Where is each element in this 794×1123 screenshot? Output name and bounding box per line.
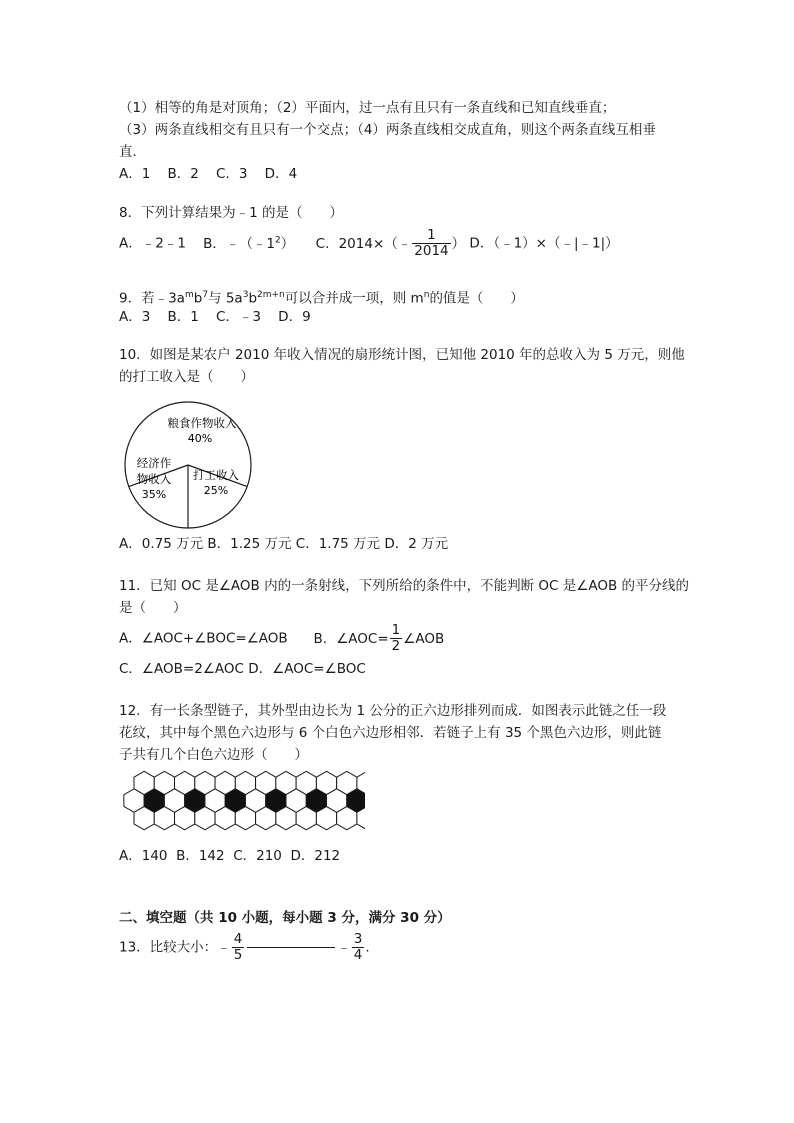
q10-line2: 的打工收入是（ ） (119, 369, 254, 385)
q8-option-b: B．$﹣(﹣1^2)$ (203, 235, 295, 252)
q13-line: 13．比较大小：﹣ $\frac{4}{5}$ ﹣ $\frac{3}{4}$ . (119, 931, 370, 963)
q12-line2: 花纹，其中每个黑色六边形与 6 个白色六边形相邻．若链子上有 35 个黑色六边形，则此链 (119, 725, 662, 741)
q12-line1: 12．有一长条型链子，其外型由边长为 1 公分的正六边形排列而成．如图表示此链之任一段 (119, 703, 667, 719)
q8-options (119, 228, 619, 259)
q7-line3: 直． (119, 144, 146, 160)
q11-fraction: $\frac{1}{2}$ (391, 622, 401, 654)
q7-options: A．1 B．2 C．3 D．4 (119, 166, 298, 182)
pie-percent-grain: 40% (187, 432, 213, 445)
q9-stem: 9．若$﹣3a^mb^7$与 $5a^3b^{2m+n}$可以合并成一项，则 $m^n$的值是（ ） (119, 290, 524, 307)
q8-stem: 8．下列计算结果为﹣1 的是（ ） (119, 205, 343, 221)
q11-line2: 是（ ） (119, 600, 187, 616)
q10-options: A．0.75 万元 B．1.25 万元 C．1.75 万元 D．2 万元 (119, 536, 449, 552)
q12-line3: 子共有几个白色六边形（ ） (119, 747, 308, 763)
pie-label-work: 打工收入 (193, 468, 239, 482)
q13-answer-blank[interactable] (247, 947, 335, 948)
q8-option-d: D．（﹣1）×（﹣|﹣1|） (469, 235, 619, 252)
pie-label-economic-2: 物收入 (136, 472, 172, 486)
q12-options: A．140 B．142 C．210 D．212 (119, 848, 341, 864)
q11-line4: C．∠AOB=2∠AOC D．∠AOC=∠BOC (119, 661, 366, 677)
q7-line2: （3）两条直线相交有且只有一个交点；（4）两条直线相交成直角，则这个两条直线互相垂 (119, 122, 656, 138)
q8-option-c: C．2014×（﹣ $\frac{1}{2014}$ ） (315, 227, 466, 259)
q13-fraction-2: $\frac{3}{4}$ (353, 931, 363, 963)
q8-fraction: $\frac{1}{2014}$ (414, 227, 449, 259)
q13-fraction-1: $\frac{4}{5}$ (233, 931, 243, 963)
hexagon-chain-figure (120, 770, 365, 836)
section2-title: 二、填空题（共 10 小题，每小题 3 分，满分 30 分） (119, 910, 451, 926)
pie-percent-work: 25% (203, 484, 229, 497)
q9-options: A．3 B．1 C．﹣3 D．9 (119, 309, 311, 325)
pie-chart (118, 400, 258, 530)
q11-option-a: A．∠AOC+∠BOC=∠AOB (119, 630, 288, 647)
q10-line1: 10．如图是某农户 2010 年收入情况的扇形统计图，已知他 2010 年的总收入为 5 万元，则他 (119, 347, 685, 363)
q11-line3 (119, 623, 444, 654)
pie-label-grain: 粮食作物收入 (167, 416, 237, 430)
q11-line1: 11．已知 OC 是∠AOB 内的一条射线，下列所给的条件中，不能判断 OC 是∠AOB 的平分线的 (119, 578, 690, 594)
q7-line1: （1）相等的角是对顶角；（2）平面内，过一点有且只有一条直线和已知直线垂直； (119, 100, 616, 116)
pie-percent-economic: 35% (141, 488, 167, 501)
q11-option-b: B．∠AOC= $\frac{1}{2}$ ∠AOB (313, 622, 445, 654)
pie-label-economic-1: 经济作 (136, 456, 172, 470)
q8-option-a: A．﹣2﹣1 (119, 235, 186, 252)
